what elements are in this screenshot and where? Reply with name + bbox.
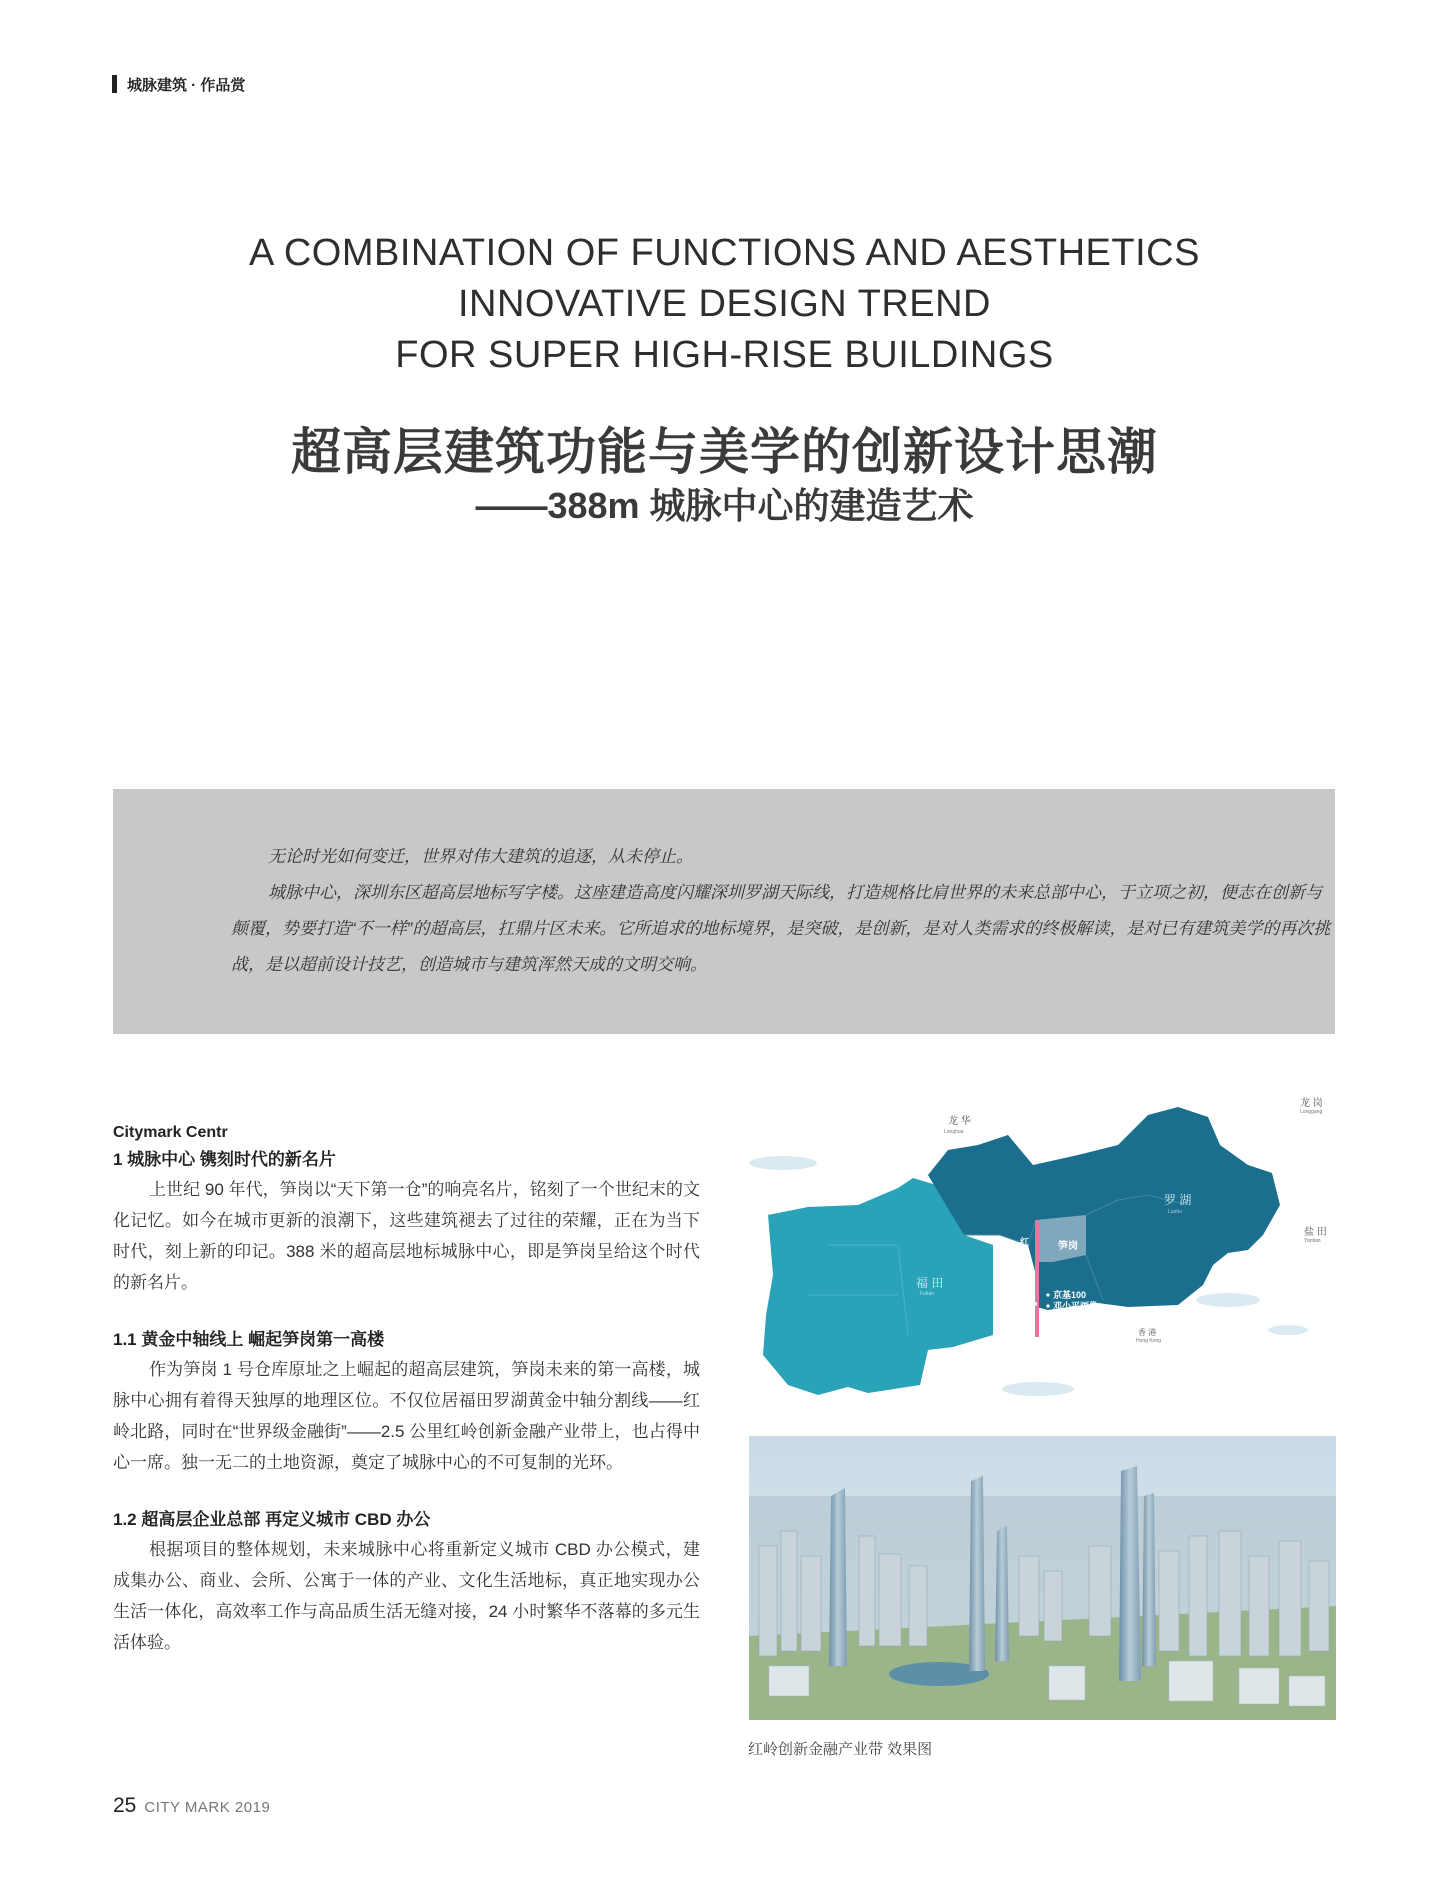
section-1-heading: 1 城脉中心 镌刻时代的新名片 (113, 1150, 336, 1169)
yantian-label: 盐 田 (1304, 1227, 1327, 1238)
abstract-box (113, 789, 1335, 1034)
yantian-label-en: Yantian (1304, 1238, 1321, 1244)
luohu-label-en: Luohu (1168, 1209, 1182, 1215)
chinese-title: 超高层建筑功能与美学的创新设计思潮 (291, 424, 1158, 480)
longgang-label-en: Longgang (1300, 1109, 1323, 1115)
article-kicker: Citymark Centr (113, 1124, 228, 1141)
abstract-paragraph-1: 无论时光如何变迁，世界对伟大建筑的追逐，从未停止。 (268, 847, 693, 866)
article-body (113, 1120, 700, 1658)
poi-label: 京基100 (1053, 1290, 1087, 1300)
section-label-text: 城脉建筑 · 作品赏 (127, 76, 246, 94)
tower (969, 1476, 985, 1671)
poi-marker (1046, 1304, 1049, 1307)
luohu-label: 罗 湖 (1164, 1193, 1192, 1207)
section-1-paragraph: 上世纪 90 年代，笋岗以“天下第一仓”的响亮名片，铭刻了一个世纪末的文化记忆。如今在城市更新的浪潮下，这些建筑褪去了过往的荣耀，正在为当下时代，刻上新的印记。388 米的超高层地标城脉中心，即是笋岗呈给这个时代的新名片。 (113, 1180, 700, 1292)
futian-label-en: Futian (920, 1291, 934, 1297)
section-label (112, 74, 245, 94)
english-title-line: INNOVATIVE DESIGN TREND (457, 283, 992, 325)
sungang-area (1036, 1215, 1086, 1262)
cloud-icon (749, 1156, 817, 1170)
hongling-road-label: 红岭路 (1019, 1237, 1029, 1264)
cloud-icon (1002, 1382, 1074, 1396)
english-title (0, 228, 1449, 381)
tower (995, 1526, 1009, 1661)
cloud-icon (1268, 1325, 1308, 1335)
poi-label: 大剧院 (1053, 1312, 1081, 1322)
cloud-icon (1196, 1293, 1260, 1307)
hongkong-label: 香 港 (1138, 1328, 1157, 1337)
poi-marker (1046, 1293, 1049, 1296)
district-map (748, 1095, 1336, 1425)
poi-marker (1046, 1315, 1049, 1318)
section-1-2-heading: 1.2 超高层企业总部 再定义城市 CBD 办公 (113, 1510, 431, 1529)
page-number: 25 (113, 1794, 137, 1817)
longgang-label: 龙 岗 (1300, 1098, 1323, 1109)
rendering-image (749, 1436, 1336, 1720)
poi-label: 邓小平画像 (1053, 1301, 1099, 1311)
longhua-label: 龙 华 (948, 1116, 971, 1127)
futian-label: 福 田 (916, 1276, 944, 1290)
english-title-line: FOR SUPER HIGH-RISE BUILDINGS (395, 334, 1054, 376)
hongkong-label-en: Hong Kong (1136, 1338, 1162, 1344)
image-caption: 红岭创新金融产业带 效果图 (748, 1741, 933, 1758)
lizhi-park-label: 荔枝公园 (994, 1299, 1031, 1309)
section-1-1-paragraph: 作为笋岗 1 号仓库原址之上崛起的超高层建筑，笋岗未来的第一高楼，城脉中心拥有着得天独厚的地理区位。不仅位居福田罗湖黄金中轴分割线——红岭北路，同时在“世界级金融街”——2.5 公里红岭创新金融产业带上，也占得中心一席。独一无二的土地资源，奠定了城脉中心的不可复制的光环。 (113, 1360, 700, 1472)
section-1-1-heading: 1.1 黄金中轴线上 崛起笋岗第一高楼 (113, 1330, 385, 1349)
tower (829, 1488, 847, 1666)
page-footer (113, 1794, 270, 1818)
section-1-2-paragraph: 根据项目的整体规划，未来城脉中心将重新定义城市 CBD 办公模式，建成集办公、商业、会所、公寓于一体的产业、文化生活地标，真正地实现办公生活一体化，高效率工作与高品质生活无缝对接，24 小时繁华不落幕的多元生活体验。 (113, 1540, 700, 1652)
hongling-road (1035, 1220, 1039, 1337)
sungang-label: 笋岗 (1058, 1241, 1078, 1252)
chinese-subtitle: ——388m 城脉中心的建造艺术 (475, 485, 974, 526)
lizhi-park-marker (1033, 1302, 1037, 1306)
magazine-name: CITY MARK 2019 (144, 1799, 271, 1816)
english-title-line: A COMBINATION OF FUNCTIONS AND AESTHETICS (249, 232, 1200, 274)
section-bar (112, 75, 117, 93)
abstract-paragraph-2: 城脉中心，深圳东区超高层地标写字楼。这座建造高度闪耀深圳罗湖天际线，打造规格比肩世界的未来总部中心，于立项之初，便志在创新与颠覆，势要打造“不一样”的超高层，扛鼎片区未来。它所追求的地标境界，是突破，是创新，是对人类需求的终极解读，是对已有建筑美学的再次挑战，是以超前设计技艺，创造城市与建筑浑然天成的文明交响。 (231, 883, 1331, 974)
longhua-label-en: Longhua (944, 1129, 964, 1135)
tower (1142, 1493, 1156, 1666)
